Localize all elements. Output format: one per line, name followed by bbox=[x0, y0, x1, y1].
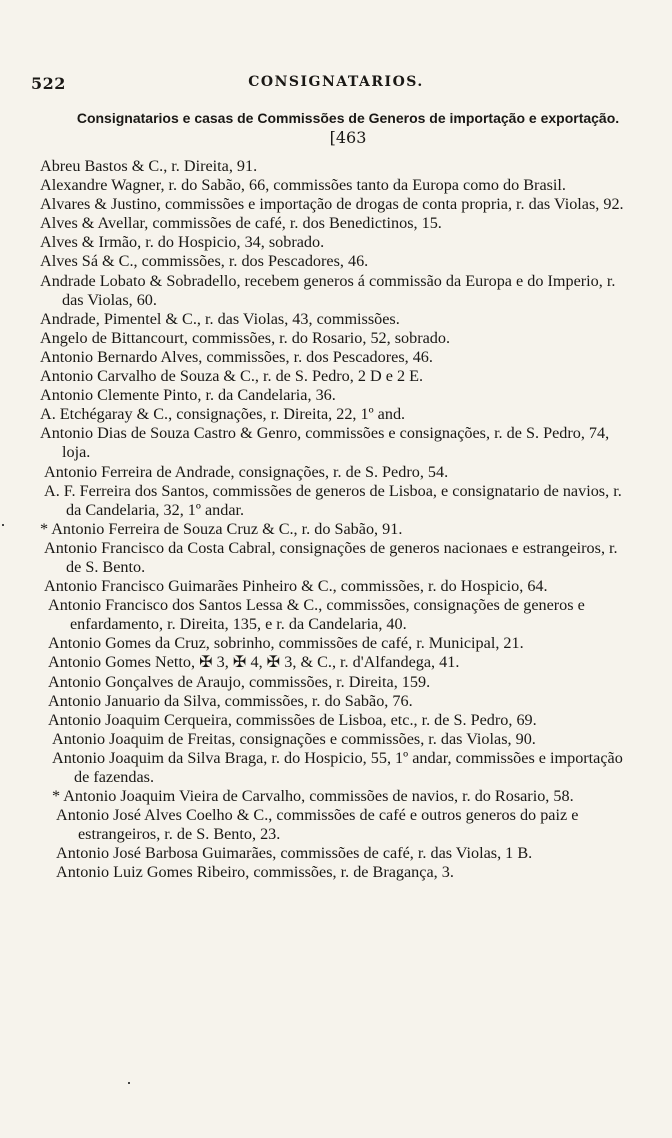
list-item: Antonio Bernardo Alves, commissões, r. dos Pescadores, 46. bbox=[40, 347, 433, 366]
list-item: Antonio Francisco dos Santos Lessa & C., commissões, consignações de generos e enfardamento, r. Direita, 135, e r. da Candelaria, 40. bbox=[48, 596, 585, 634]
list-item: Antonio Clemente Pinto, r. da Candelaria, 36. bbox=[40, 386, 336, 405]
list-item: Antonio Januario da Silva, commissões, r. do Sabão, 76. bbox=[48, 691, 413, 710]
list-item: Antonio Luiz Gomes Ribeiro, commissões, r. de Bragança, 3. bbox=[56, 863, 454, 882]
list-item: * Antonio Ferreira de Souza Cruz & C., r. do Sabão, 91. bbox=[40, 519, 403, 538]
list-item: Antonio Francisco Guimarães Pinheiro & C., commissões, r. do Hospicio, 64. bbox=[44, 577, 548, 596]
section-ref: [463 bbox=[329, 128, 367, 147]
list-item: Antonio Carvalho de Souza & C., r. de S. Pedro, 2 D e 2 E. bbox=[40, 367, 424, 386]
list-item: Antonio Gonçalves de Araujo, commissões, r. Direita, 159. bbox=[48, 672, 431, 691]
list-item: Antonio Dias de Souza Castro & Genro, commissões e consignações, r. de S. Pedro, 74, loja. bbox=[40, 424, 610, 462]
list-item: Abreu Bastos & C., r. Direita, 91. bbox=[40, 157, 258, 175]
list-item: Andrade Lobato & Sobradello, recebem generos á commissão da Europa e do Imperio, r. das Violas, 60. bbox=[40, 271, 616, 309]
list-item: Antonio José Alves Coelho & C., commissões de café e outros generos do paiz e estrangeiros, r. de S. Bento, 23. bbox=[56, 806, 579, 844]
list-item: Alves Sá & C., commissões, r. dos Pescadores, 46. bbox=[40, 252, 369, 271]
list-item: Antonio Gomes Netto, ✠ 3, ✠ 4, ✠ 3, & C., r. d'Alfandega, 41. bbox=[48, 653, 460, 672]
print-speck bbox=[128, 1082, 130, 1084]
list-item: Antonio José Barbosa Guimarães, commissões de café, r. das Violas, 1 B. bbox=[56, 844, 533, 863]
list-item: Antonio Joaquim Cerqueira, commissões de Lisboa, etc., r. de S. Pedro, 69. bbox=[48, 710, 537, 729]
list-item: Antonio Gomes da Cruz, sobrinho, commissões de café, r. Municipal, 21. bbox=[48, 634, 524, 653]
list-item: A. Etchégaray & C., consignações, r. Direita, 22, 1º and. bbox=[40, 405, 406, 424]
list-item: Alves & Irmão, r. do Hospicio, 34, sobrado. bbox=[40, 233, 325, 252]
running-header: CONSIGNATARIOS. bbox=[248, 74, 424, 90]
list-item: * Antonio Joaquim Vieira de Carvalho, commissões de navios, r. do Rosario, 58. bbox=[52, 787, 574, 806]
list-item: Alves & Avellar, commissões de café, r. dos Benedictinos, 15. bbox=[40, 214, 442, 233]
list-item: Alvares & Justino, commissões e importação de drogas de conta propria, r. das Violas, 92. bbox=[40, 195, 624, 214]
list-item: Antonio Joaquim da Silva Braga, r. do Hospicio, 55, 1º andar, commissões e importação de fazendas. bbox=[52, 748, 623, 786]
list-item: A. F. Ferreira dos Santos, commissões de generos de Lisboa, e consignatario de navios, r. da Candelaria, 32, 1º andar. bbox=[44, 481, 622, 519]
list-item: Alexandre Wagner, r. do Sabão, 66, commissões tanto da Europa como do Brasil. bbox=[40, 176, 566, 195]
section-heading-text: Consignatarios e casas de Commissões de Generos de importação e exportação. bbox=[76, 110, 620, 126]
print-speck bbox=[2, 524, 4, 526]
list-item: Antonio Francisco da Costa Cabral, consignações de generos nacionaes e estrangeiros, r. de S. Bento. bbox=[44, 538, 618, 576]
list-item: Antonio Ferreira de Andrade, consignações, r. de S. Pedro, 54. bbox=[44, 462, 449, 481]
section-heading bbox=[58, 108, 638, 148]
entry-list bbox=[40, 157, 625, 883]
list-item: Andrade, Pimentel & C., r. das Violas, 43, commissões. bbox=[40, 309, 400, 328]
list-item: Antonio Joaquim de Freitas, consignações e commissões, r. das Violas, 90. bbox=[52, 729, 536, 748]
page-number: 522 bbox=[31, 74, 66, 93]
list-item: Angelo de Bittancourt, commissões, r. do Rosario, 52, sobrado. bbox=[40, 328, 451, 347]
